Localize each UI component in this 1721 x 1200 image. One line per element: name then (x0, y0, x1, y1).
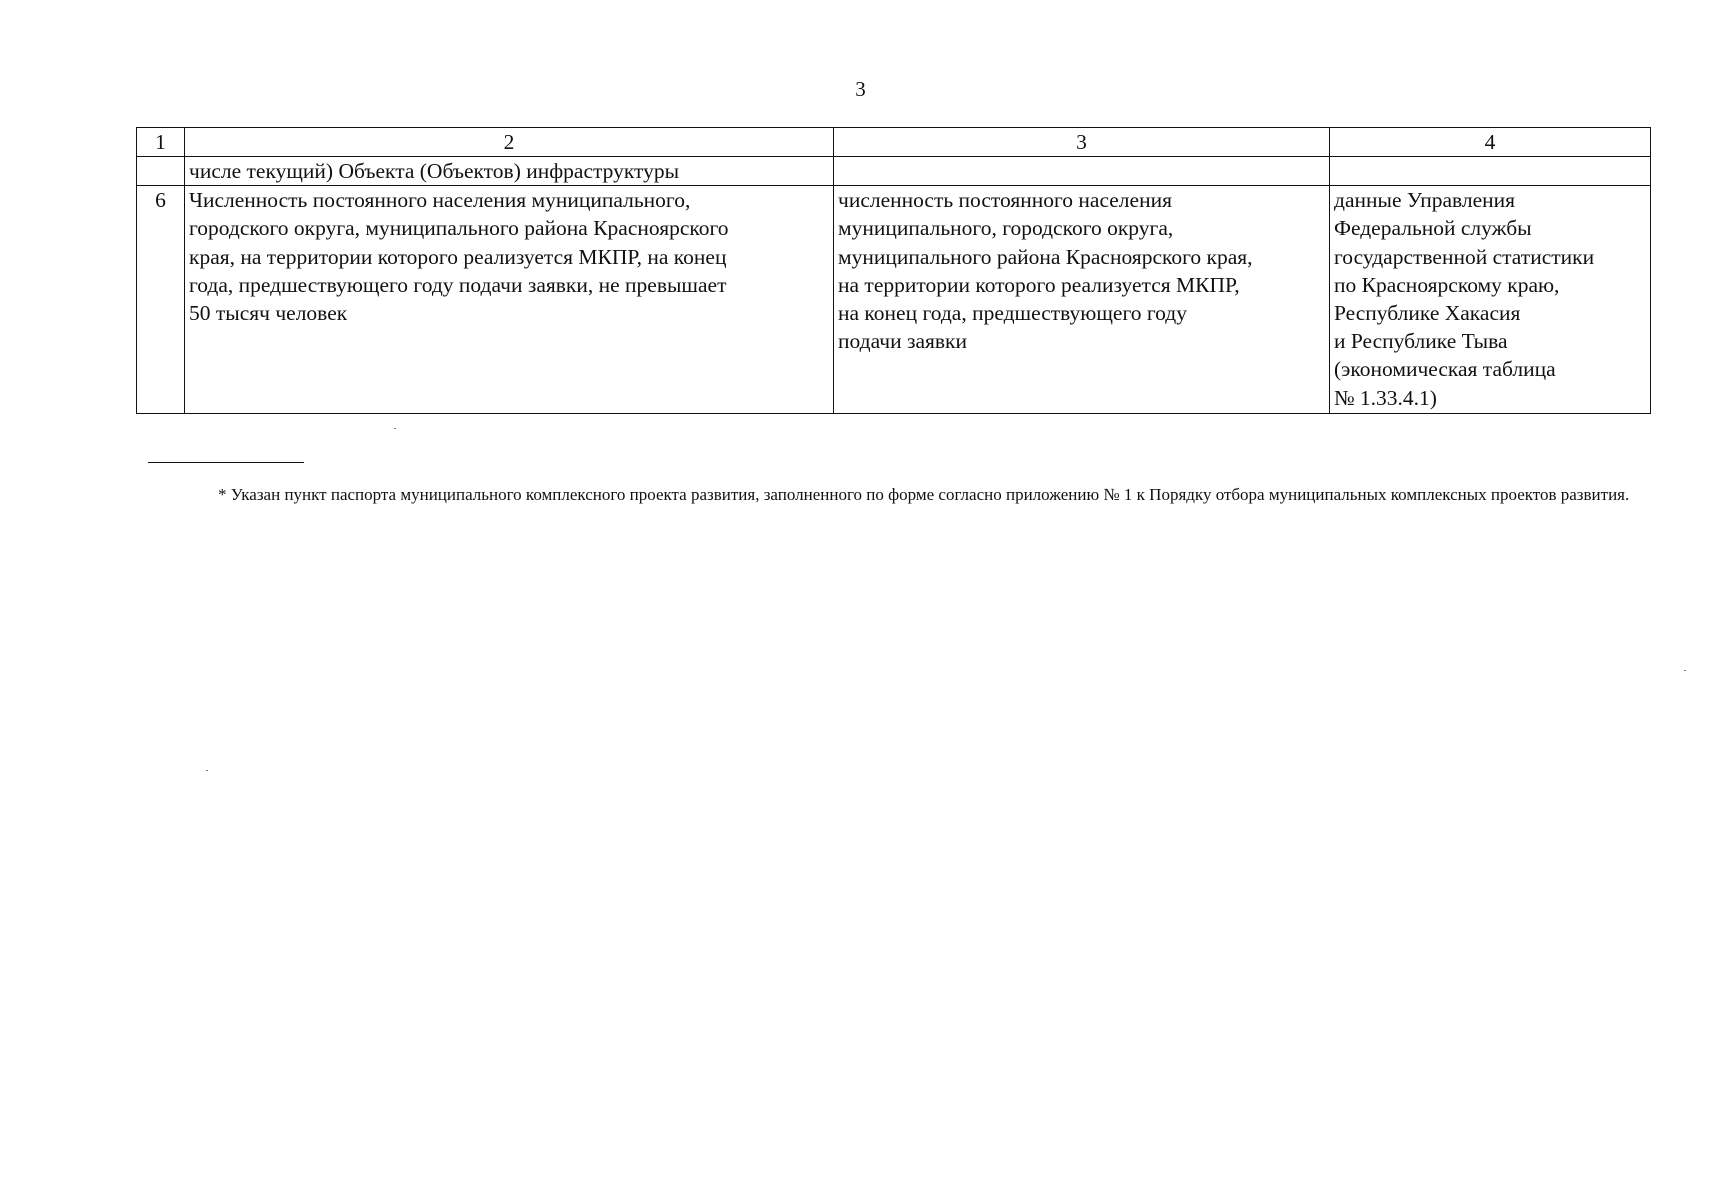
footnote: * Указан пункт паспорта муниципального комплексного проекта развития, заполненного по форме согласно приложению № 1 к Порядку отбора муниципальных комплексных проектов развития. (218, 485, 1630, 504)
source-cell (1330, 186, 1651, 414)
scan-speck (206, 770, 208, 771)
criterion-cell (185, 157, 834, 186)
column-number-4: 4 (1330, 128, 1651, 157)
page-number: 3 (855, 77, 866, 101)
criteria-table (136, 127, 1651, 414)
row-number-cell (137, 157, 185, 186)
indicator-cell (834, 186, 1330, 414)
column-number-1: 1 (137, 128, 185, 157)
indicator-text: численность постоянного населения муниципального, городского округа, муниципального района Красноярского края, на территории которого реализуется МКПР, на конец года, предшествующего году подачи заявки (838, 188, 1253, 354)
table-header-row (137, 128, 1651, 157)
table-row (137, 157, 1651, 186)
scan-speck (1684, 670, 1686, 671)
source-text: данные Управления Федеральной службы государственной статистики по Красноярскому краю, Республике Хакасия и Республике Тыва (экономическая таблица № 1.33.4.1) (1334, 188, 1595, 410)
criterion-text: Численность постоянного населения муниципального, городского округа, муниципального района Красноярского края, на территории которого реализуется МКПР, на конец года, предшествующего году подачи заявки, не превышает 50 тысяч человек (189, 188, 729, 326)
scan-speck (394, 428, 396, 429)
column-number-2: 2 (185, 128, 834, 157)
criterion-text: числе текущий) Объекта (Объектов) инфраструктуры (189, 159, 680, 183)
indicator-cell (834, 157, 1330, 186)
table-row (137, 186, 1651, 414)
criterion-cell (185, 186, 834, 414)
column-number-3: 3 (834, 128, 1330, 157)
row-number-cell: 6 (137, 186, 185, 414)
footnote-separator (148, 462, 304, 463)
source-cell (1330, 157, 1651, 186)
